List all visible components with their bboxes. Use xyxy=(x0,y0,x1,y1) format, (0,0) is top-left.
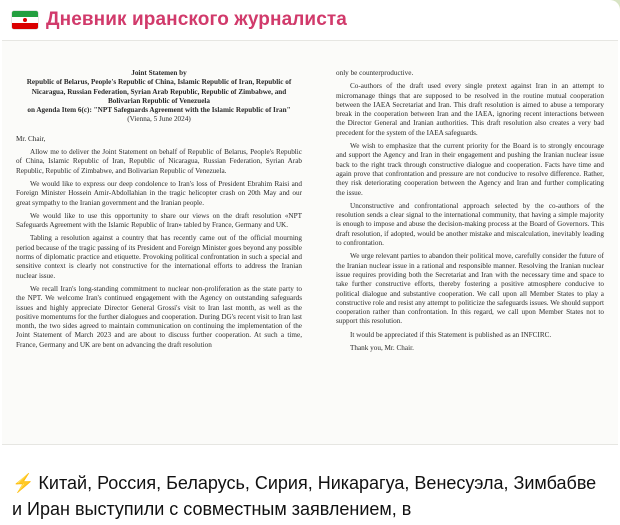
lightning-icon: ⚡ xyxy=(12,473,35,493)
channel-title[interactable]: Дневник иранского журналиста xyxy=(46,9,347,30)
document-paragraph: Thank you, Mr. Chair. xyxy=(350,344,414,353)
document-paragraph: only be counterproductive. xyxy=(336,69,414,77)
document-paragraph: Allow me to deliver the Joint Statement on behalf of Republic of Belarus, People's Republic of China, Islamic Republic of Iran, Republic of Nicaragua, Russian Federation, Syrian Arab Republic, Republic of Zimbabwe, and Bolivarian Republic of Venezuela. xyxy=(16,148,302,175)
document-paragraph: We would like to use this opportunity to share our views on the draft resolution «NPT Safeguards Agreement with the Islamic Republic of Iran» tabled by France, Germany and UK. xyxy=(16,211,302,230)
title-line: Joint Statemen by xyxy=(131,69,187,77)
document-paragraph: Co-authors of the draft used every single pretext against Iran in an attempt to micromanage things that are supposed to be resolved in the routine mutual cooperation between the IAEA Secretariat and Iran. This draft resolution is aimed to abuse a temporary break in the cooperation between Iran and the IAEA, ignoring recent interactions between the Director General and Iranian authorities. This draft resolution also creates a very bad precedent for the system of the IAEA safeguards. xyxy=(336,82,604,137)
title-line: Bolivarian Republic of Venezuela xyxy=(107,96,211,105)
title-line: Nicaragua, Russian Federation, Syrian Arab Republic, Republic of Zimbabwe, and xyxy=(31,87,287,96)
document-title xyxy=(16,69,302,115)
message-caption xyxy=(12,470,608,522)
document-paragraph: We urge relevant parties to abandon their political move, carefully consider the future of the Iranian nuclear issue in a rational and responsible manner. Resolving the Iranian nuclear issue requires providing both the Secretariat and Iran with the necessary time and space to take further constructive efforts, thereby fostering a positive atmosphere conducive to political dialogue and substantive cooperation. We call upon all Member States to play a constructive role and resist any attempt to politicize the safeguards issues. We should support cooperation rather than confrontation. In this regard, we call upon Member States not to support this resolution. xyxy=(336,252,604,326)
document-dateline: (Vienna, 5 June 2024) xyxy=(127,115,191,124)
document-salutation: Mr. Chair, xyxy=(16,134,46,143)
document-paragraph: We recall Iran's long-standing commitment to nuclear non-proliferation as the state party to the NPT. We welcome Iran's continued engagement with the Agency on outstanding safeguards issues and highly appreciate Director General Grossi's visit to Iran last month, as well as the positive momentums for the further dialogues and cooperation. During DG's recent visit to Iran last month, the two sides agreed to maintain communication on continuing the implementation of the Joint Statement of March 2023 and are about to discuss further cooperation. At such a time, France, Germany and UK are bent on advancing the draft resolution xyxy=(16,284,302,349)
document-paragraph: Tabling a resolution against a country that has recently came out of the official mourning period because of the tragic passing of its President and Foreign Minister goes beyond any possible norms of diplomatic practice and etiquette. Provoking political confrontation in such a special and sensitive context is clearly not constructive for the international efforts to address the Iranian nuclear issue. xyxy=(16,234,302,280)
document-paragraph: We wish to emphasize that the current priority for the Board is to strongly encourage and support the Agency and Iran in their engagement and pushing the Iranian nuclear issue back to the right track through constructive dialogue and cooperation. Facts have time and again prove that confrontation and pressure are not conducive to resolve difference. Rather, they risk deteriorating cooperation between the Agency and Iran and further complicating the issue. xyxy=(336,142,604,197)
document-right-column xyxy=(336,69,604,357)
document-paragraph: Unconstructive and confrontational approach selected by the co-authors of the resolution sends a clear signal to the international community, that having a simple majority is enough to impose and abuse the decision-making process at the Board of Governors. This draft resolution, if adopted, would be another mistake and miscalculation, inevitably leading to confrontation. xyxy=(336,201,604,248)
iran-flag-icon xyxy=(12,11,38,29)
document-paragraph: We would like to express our deep condolence to Iran's loss of President Ebrahim Raisi and Foreign Minister Hossein Amir-Abdollahian in the tragic helicopter crash on 20th May and our great sympathy to the Iranian government and the Iranian people. xyxy=(16,179,302,207)
document-photo[interactable] xyxy=(2,40,618,445)
message-header xyxy=(12,8,347,32)
document-left-column xyxy=(16,69,302,354)
caption-text: Китай, Россия, Беларусь, Сирия, Никарагуа, Венесуэла, Зимбабве и Иран выступили с совместным заявлением, в xyxy=(12,473,597,519)
title-line: on Agenda Item 6(c): "NPT Safeguards Agreement with the Islamic Republic of Iran" xyxy=(27,106,291,115)
title-line: Republic of Belarus, People's Republic of China, Islamic Republic of Iran, Republic of xyxy=(26,78,292,87)
document-paragraph: It would be appreciated if this Statement is published as an INFCIRC. xyxy=(350,330,552,339)
